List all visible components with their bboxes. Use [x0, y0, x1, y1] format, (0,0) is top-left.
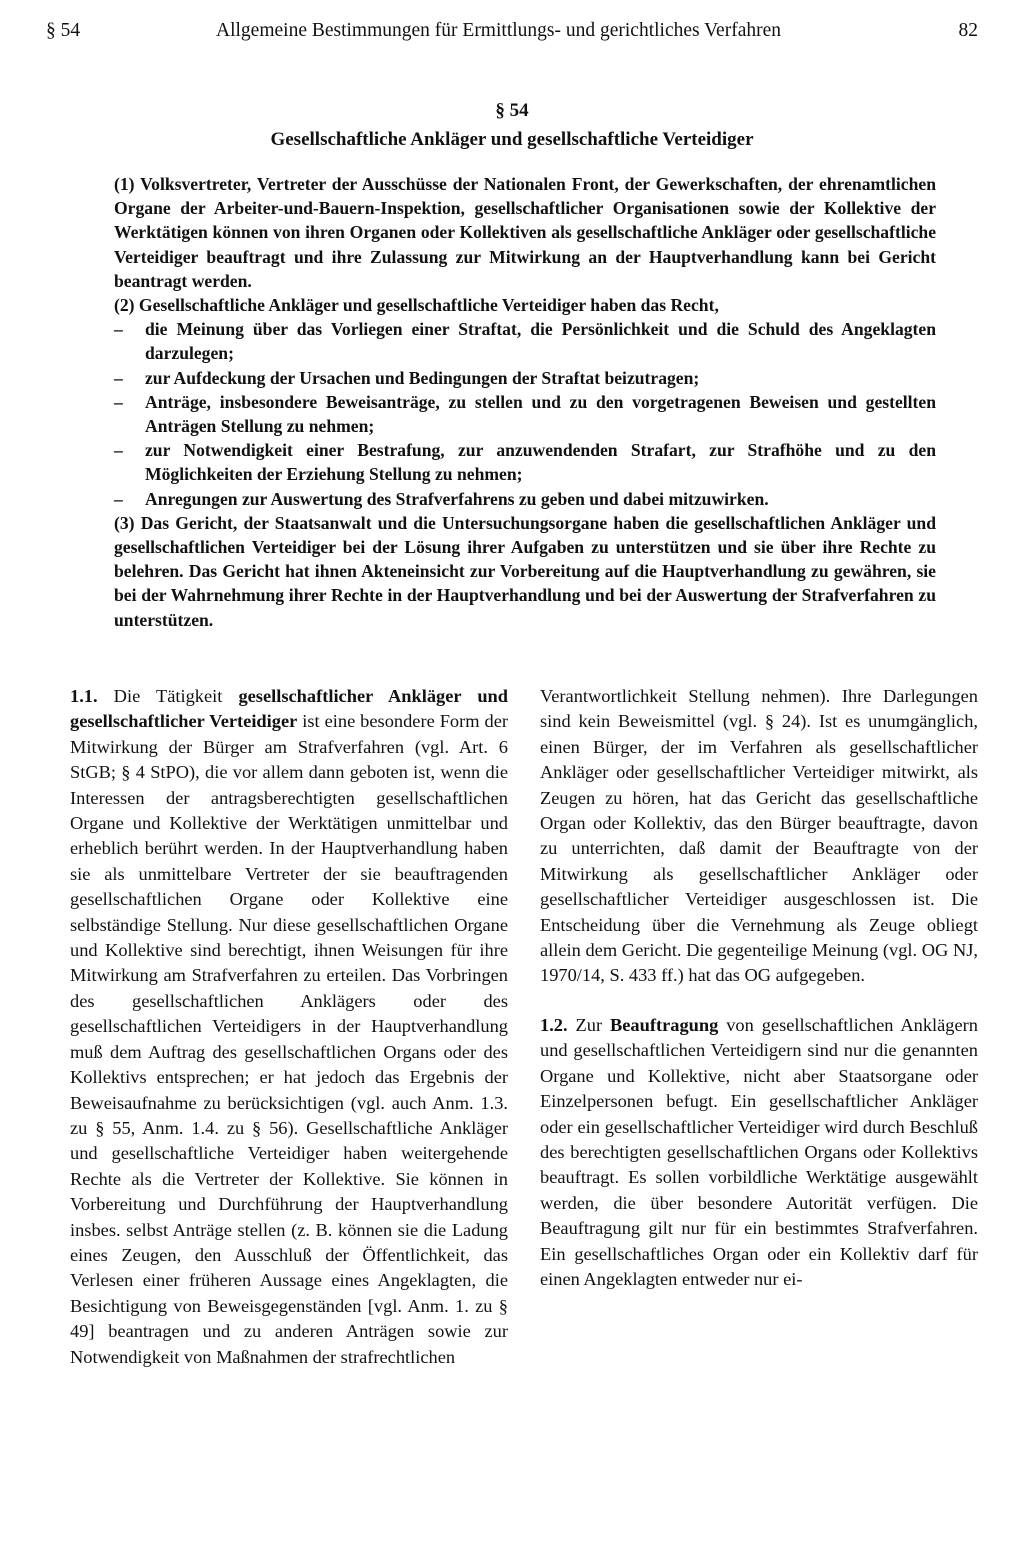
statute-list-item — [114, 317, 936, 365]
statute-list-item-text: die Meinung über das Vorliegen einer Straftat, die Persönlichkeit und die Schuld des Angeklagten darzulegen; — [145, 319, 936, 364]
statute-list-item — [114, 438, 936, 486]
statute-list-item-text: zur Notwendigkeit einer Bestrafung, zur anzuwendenden Strafart, zur Strafhöhe und zu den Möglichkeiten der Erziehung Stellung zu nehmen; — [145, 440, 936, 485]
note-keyword: gesellschaftlicher Ankläger und gesellschaftlicher Verteidiger — [70, 686, 509, 732]
running-head-title: Allgemeine Bestimmungen für Ermittlungs- und gerichtliches Verfahren — [216, 20, 781, 41]
dash-marker: – — [114, 319, 123, 340]
section-heading — [0, 96, 1024, 154]
statute-list-item — [114, 390, 936, 438]
statute-list-item-text: Anträge, insbesondere Beweisanträge, zu stellen und zu den vorgetragenen Beweisen und gestellten Anträgen Stellung zu nehmen; — [145, 391, 936, 437]
running-head — [46, 20, 978, 50]
commentary-note: 1.1. Die Tätigkeit gesellschaftlicher Ankläger und gesellschaftlicher Verteidiger ist eine besondere Form der Mitwirkung der Bürger am Strafverfahren (vgl. Art. 6 StGB; § 4 StPO), die vor allem dann geboten ist, wenn die Interessen der antragsberechtigten gesellschaftlichen Organe und Kollektive der Werktätigen unmittelbar und erheblich berührt werden. In der Hauptverhandlung haben sie als unmittelbare Vertreter der sie beauftragenden gesellschaftlichen Organe oder Kollektive eine selbständige Stellung. Nur diese gesellschaftlichen Organe und Kollektive sind berechtigt, ihnen Weisungen für ihre Mitwirkung am Strafverfahren zu erteilen. Das Vorbringen des gesellschaftlichen Anklägers oder des gesellschaftlichen Verteidigers in der Hauptverhandlung muß dem Auftrag des gesellschaftlichen Organs oder des Kollektivs entsprechen; er hat jedoch das Ergebnis der Beweisaufnahme zu berücksichtigen (vgl. auch Anm. 1.3. zu § 55, Anm. 1.4. zu § 56). Gesellschaftliche Ankläger und gesellschaftliche Verteidiger haben weitergehende Rechte als die Vertreter der Kollektive. Sie können in Vorbereitung und Durchführung der Hauptverhandlung insbes. selbst Anträge stellen (z. B. können sie die Ladung eines Zeugen, den Ausschluß der Öffentlichkeit, das Verlesen einer früheren Aussage eines Angeklagten, die Besichtigung von Beweisgegenständen [vgl. Anm. 1. zu § 49] beantragen und zu anderen Anträgen sowie zur Notwendigkeit von Maßnahmen der strafrechtlichen — [70, 686, 509, 1367]
note-number: 1.2. — [540, 1014, 568, 1035]
dash-marker: – — [114, 367, 123, 388]
statute-list-item-text: zur Aufdeckung der Ursachen und Bedingungen der Straftat beizutragen; — [145, 367, 700, 388]
note-keyword: Beauftragung — [609, 1014, 719, 1035]
dash-marker: – — [114, 391, 123, 412]
page-number: 82 — [958, 20, 978, 41]
commentary-note-continued: Verantwortlichkeit Stellung nehmen). Ihre Darlegungen sind kein Beweismittel (vgl. § 24). Ist es unumgänglich, einen Bürger, der im Verfahren als gesellschaftlicher Ankläger oder gesellschaftlicher Verteidiger mitwirkt, als Zeugen zu hören, hat das Gericht das gesellschaftliche Organ oder Kollektiv, das den Bürger beauftragte, davon zu unterrichten, daß damit der Beauftragte von der Mitwirkung als gesellschaftlicher Ankläger oder gesellschaftlicher Verteidiger ausgeschlossen ist. Die Entscheidung über die Vernehmung als Zeuge obliegt allein dem Gericht. Die gegenteilige Meinung (vgl. OG NJ, 1970/14, S. 433 ff.) hat das OG aufgegeben. — [540, 686, 978, 986]
note-body: von gesellschaftlichen Anklägern und gesellschaftlichen Verteidigern sind nur die genannten Organe und Kollektive, nicht aber Staatsorgane oder Einzelpersonen befugt. Ein gesellschaftlicher Ankläger oder ein gesellschaftlicher Verteidiger wird durch Beschluß des berechtigten gesellschaftlichen Organs oder Kollektivs beauftragt. Es sollen vorbildliche Werktätige ausgewählt werden, die über besondere Autorität verfügen. Die Beauftragung gilt nur für ein bestimmtes Strafverfahren. Ein gesellschaftliches Organ oder ein Kollektiv darf für einen Angeklagten entweder nur ei- — [540, 1014, 978, 1289]
section-number: § 54 — [495, 100, 529, 121]
section-title: Gesellschaftliche Ankläger und gesellschaftliche Verteidiger — [270, 129, 754, 150]
dash-marker: – — [114, 440, 123, 461]
commentary-column-left — [70, 684, 508, 1370]
statute-list-item-text: Anregungen zur Auswertung des Strafverfahrens zu geben und dabei mitzuwirken. — [145, 488, 769, 509]
note-body: ist eine besondere Form der Mitwirkung der Bürger am Strafverfahren (vgl. Art. 6 StGB; § 4 StPO), die vor allem dann geboten ist, wenn die Interessen der antragsberechtigten gesellschaftlichen Organe und Kollektive der Werktätigen unmittelbar und erheblich berührt werden. In der Hauptverhandlung haben sie als unmittelbare Vertreter der sie beauftragenden gesellschaftlichen Organe oder Kollektive eine selbständige Stellung. Nur diese gesellschaftlichen Organe und Kollektive sind berechtigt, ihnen Weisungen für ihre Mitwirkung am Strafverfahren zu erteilen. Das Vorbringen des gesellschaftlichen Anklägers oder des gesellschaftlichen Verteidigers in der Hauptverhandlung muß dem Auftrag des gesellschaftlichen Organs oder des Kollektivs entsprechen; er hat jedoch das Ergebnis der Beweisaufnahme zu berücksichtigen (vgl. auch Anm. 1.3. zu § 55, Anm. 1.4. zu § 56). Gesellschaftliche Ankläger und gesellschaftliche Verteidiger haben weitergehende Rechte als die Vertreter der Kollektive. Sie können in Vorbereitung und Durchführung der Hauptverhandlung insbes. selbst Anträge stellen (z. B. können sie die Ladung eines Zeugen, den Ausschluß der Öffentlichkeit, das Verlesen einer früheren Aussage eines Angeklagten, die Besichtigung von Beweisgegenständen [vgl. Anm. 1. zu § 49] beantragen und zu anderen Anträgen sowie zur Notwendigkeit von Maßnahmen der strafrechtlichen — [70, 711, 508, 1367]
statute-paragraph-3: (3) Das Gericht, der Staatsanwalt und die Untersuchungsorgane haben die gesellschaftlichen Ankläger und gesellschaftlichen Verteidiger bei der Lösung ihrer Aufgaben zu unterstützen und sie über ihre Rechte zu belehren. Das Gericht hat ihnen Akteneinsicht zur Vorbereitung auf die Hauptverhandlung zu gewähren, sie bei der Wahrnehmung ihrer Rechte in der Hauptverhandlung und bei der Auswertung der Strafverfahren zu unterstützen. — [114, 512, 936, 630]
commentary-note: 1.2. Zur Beauftragung von gesellschaftlichen Anklägern und gesellschaftlichen Verteidigern sind nur die genannten Organe und Kollektive, nicht aber Staatsorgane oder Einzelpersonen befugt. Ein gesellschaftlicher Ankläger oder ein gesellschaftlicher Verteidiger wird durch Beschluß des berechtigten gesellschaftlichen Organs oder Kollektivs beauftragt. Es sollen vorbildliche Werktätige ausgewählt werden, die über besondere Autorität verfügen. Die Beauftragung gilt nur für ein bestimmtes Strafverfahren. Ein gesellschaftliches Organ oder ein Kollektiv darf für einen Angeklagten entweder nur ei- — [540, 1014, 978, 1289]
commentary-column-right — [540, 684, 978, 1292]
statute-list-item — [114, 487, 936, 511]
statute-paragraph-2: (2) Gesellschaftliche Ankläger und gesellschaftliche Verteidiger haben das Recht, — [114, 295, 719, 316]
running-head-section: § 54 — [46, 20, 81, 41]
dash-marker: – — [114, 488, 123, 509]
statute-text — [114, 172, 936, 632]
statute-paragraph-1: (1) Volksvertreter, Vertreter der Ausschüsse der Nationalen Front, der Gewerkschaften, der ehrenamtlichen Organe der Arbeiter-und-Bauern-Inspektion, gesellschaftlicher Organisationen sowie der Kollektive der Werktätigen können von ihren Organen oder Kollektiven als gesellschaftliche Ankläger oder gesellschaftliche Verteidiger beauftragt und ihre Zulassung zur Mitwirkung an der Hauptverhandlung kann bei Gericht beantragt werden. — [114, 174, 936, 291]
statute-list-item — [114, 366, 936, 390]
note-number: 1.1. — [70, 686, 98, 706]
